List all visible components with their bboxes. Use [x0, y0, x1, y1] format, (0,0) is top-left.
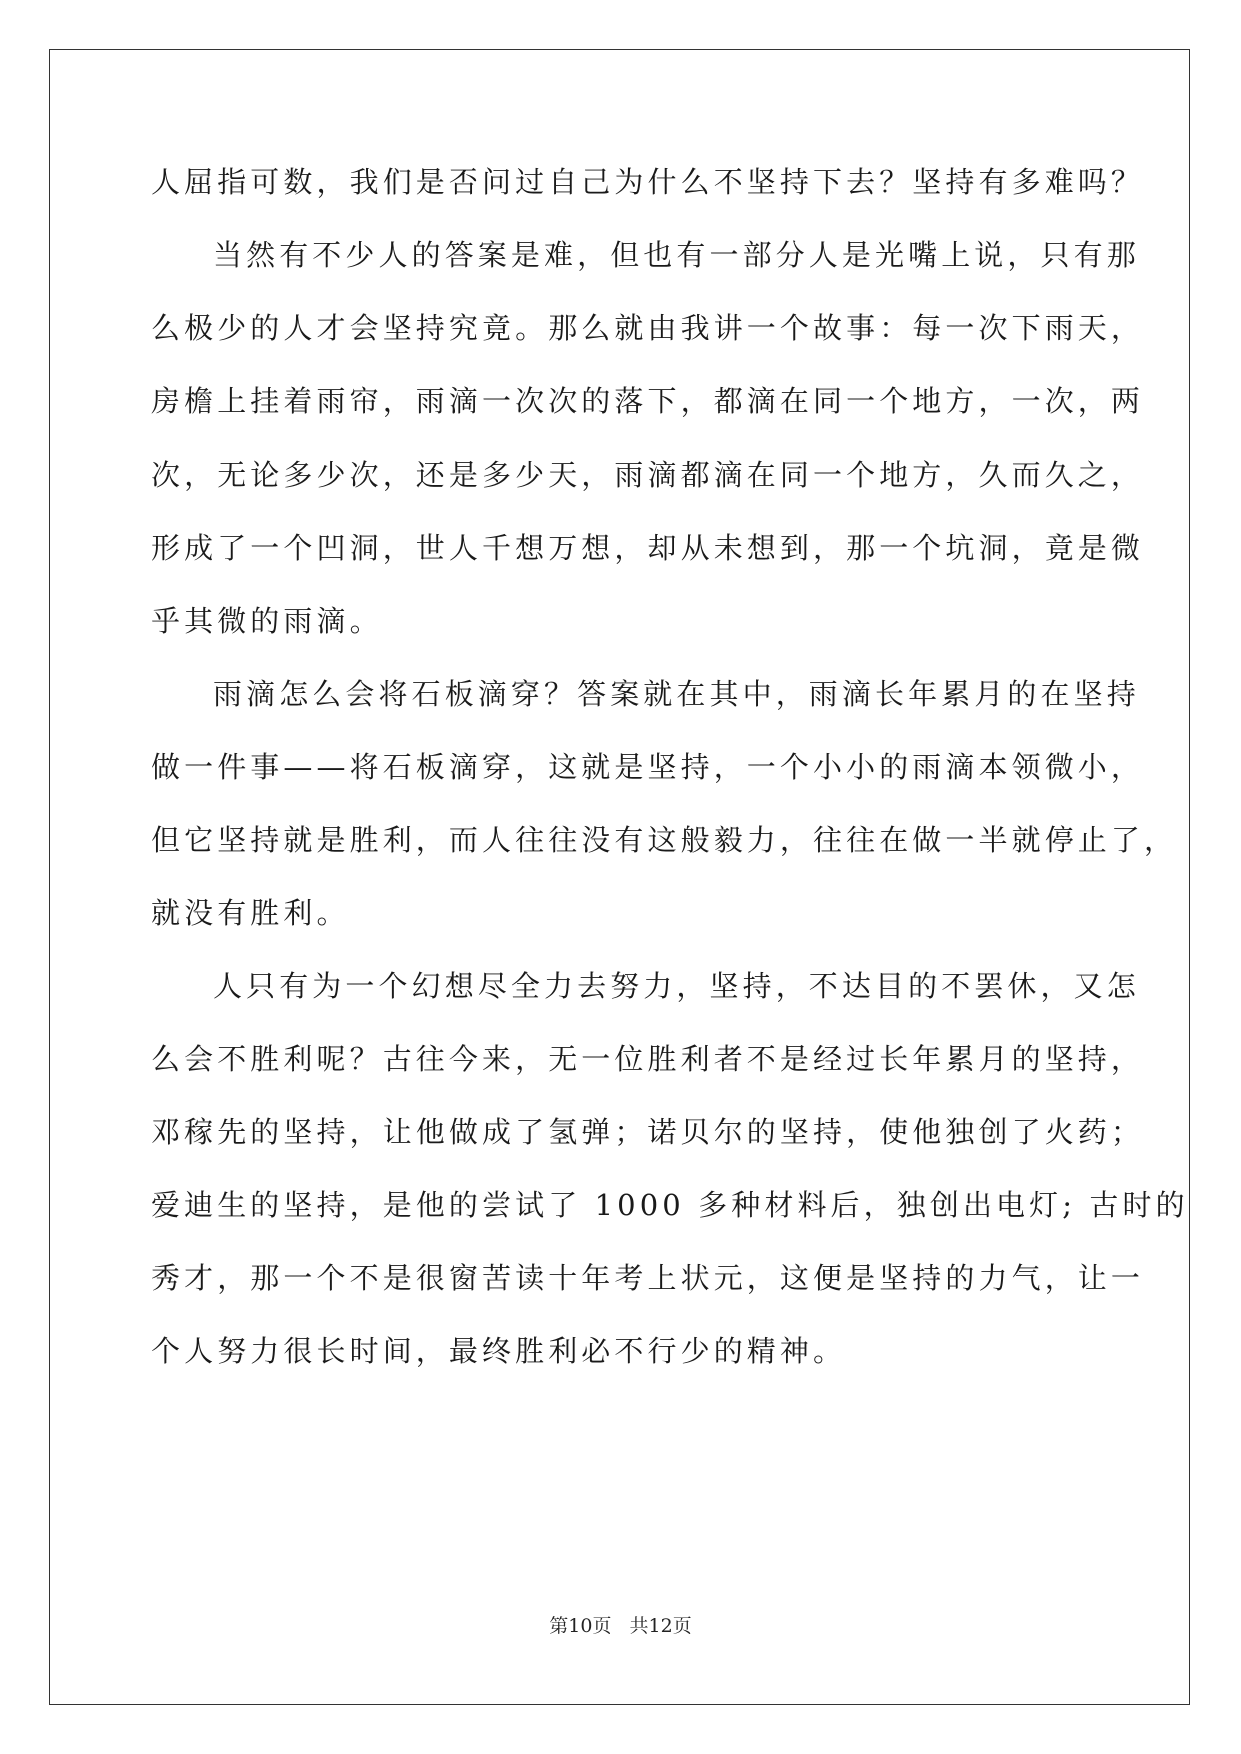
text-line: 次，无论多少次，还是多少天，雨滴都滴在同一个地方，久而久之，: [151, 458, 1145, 492]
text-line: 乎其微的雨滴。: [151, 604, 383, 638]
text-line: 秀才，那一个不是很窗苦读十年考上状元，这便是坚持的力气，让一: [151, 1261, 1145, 1295]
text-line: 就没有胜利。: [151, 896, 350, 930]
text-line: 个人努力很长时间，最终胜利必不行少的精神。: [151, 1334, 847, 1368]
text-line: 形成了一个凹洞，世人千想万想，却从未想到，那一个坑洞，竟是微: [151, 531, 1145, 565]
page-footer: [0, 1614, 1241, 1638]
text-line: 房檐上挂着雨帘，雨滴一次次的落下，都滴在同一个地方，一次，两: [151, 384, 1145, 418]
paragraph-start: 人只有为一个幻想尽全力去努力，坚持，不达目的不罢休，又怎: [213, 969, 1140, 1003]
text-line: 邓稼先的坚持，让他做成了氢弹；诺贝尔的坚持，使他独创了火药；: [151, 1115, 1145, 1149]
page-border: [49, 49, 1190, 1705]
text-line: 人屈指可数，我们是否问过自己为什么不坚持下去？坚持有多难吗？: [151, 165, 1145, 199]
page-total: 共12页: [629, 1615, 692, 1637]
text-line: 做一件事——将石板滴穿，这就是坚持，一个小小的雨滴本领微小，: [151, 750, 1145, 784]
page-number: 第10页: [549, 1615, 612, 1637]
paragraph-start: 当然有不少人的答案是难，但也有一部分人是光嘴上说，只有那: [213, 238, 1140, 272]
text-line: 但它坚持就是胜利，而人往往没有这般毅力，往往在做一半就停止了，: [151, 823, 1178, 857]
text-line: 么会不胜利呢？古往今来，无一位胜利者不是经过长年累月的坚持，: [151, 1042, 1145, 1076]
paragraph-start: 雨滴怎么会将石板滴穿？答案就在其中，雨滴长年累月的在坚持: [213, 677, 1140, 711]
text-line: 么极少的人才会坚持究竟。那么就由我讲一个故事：每一次下雨天，: [151, 311, 1145, 345]
text-line: 爱迪生的坚持，是他的尝试了 1000 多种材料后，独创出电灯; 古时的: [151, 1188, 1189, 1222]
